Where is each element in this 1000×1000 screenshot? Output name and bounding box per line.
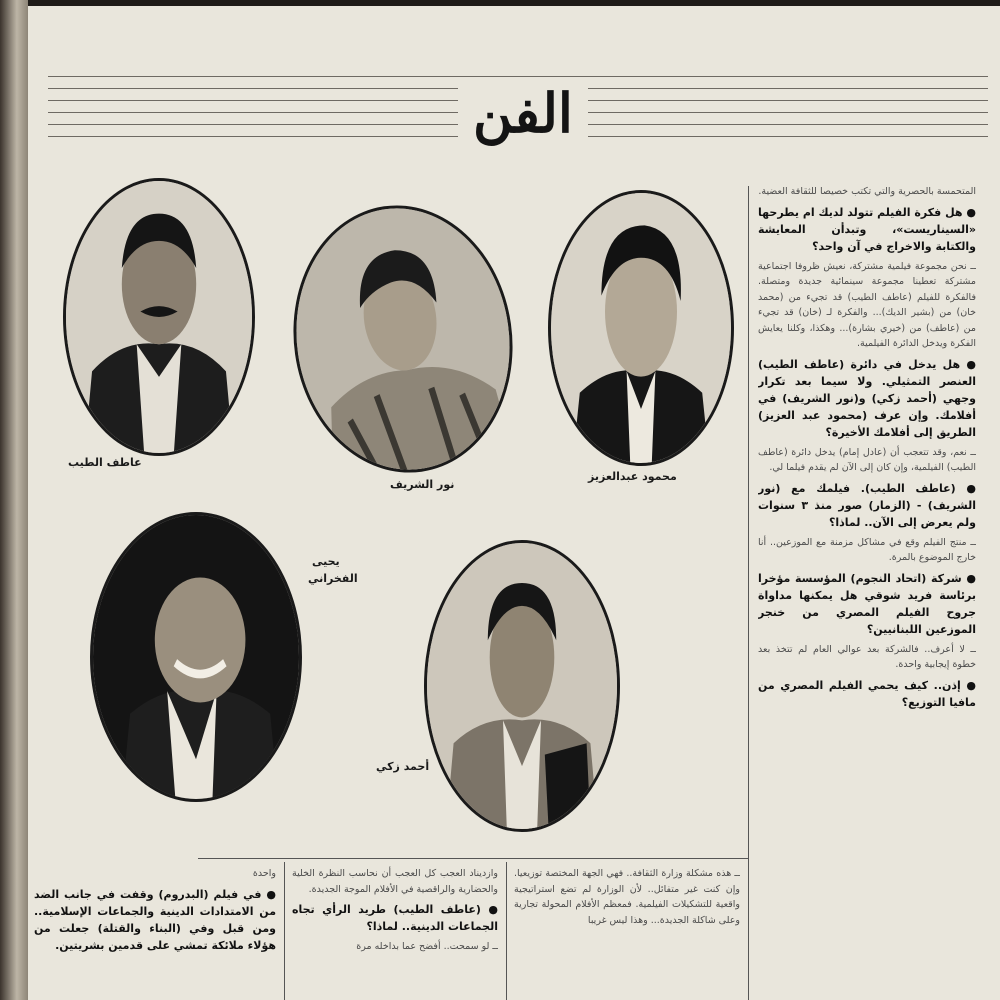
paragraph: واحدة — [252, 868, 276, 879]
paragraph: وازديناد العجب كل العجب أن نحاسب النظرة الخلية والحضارية والراقصية في الأفلام الموجة الجديدة. — [292, 868, 498, 895]
question: ● (عاطف الطيب) طريد الرأي تجاه الجماعات الدينية.. لماذا؟ — [292, 903, 498, 933]
column-divider — [284, 862, 285, 1000]
caption-yehia-line2: الفخراني — [308, 572, 358, 585]
bottom-column-2 — [292, 866, 498, 1000]
answer: ــ نعم، وقد تتعجب أن (عادل إمام) يدخل دائرة (عاطف الطيب) الفيلمية، وإن كان إلى الآن لم يقدم فيلما لي. — [758, 446, 976, 473]
answer: ــ نحن مجموعة فيلمية مشتركة، نعيش ظروفا اجتماعية مشتركة تعطينا مجموعة سينمائية جديدة ومتصلة. فالفكرة للفيلم (عاطف الطيب) قد تجيء من (محمد خان) من (بشير الديك)... والفكرة لـ (خان) قد تجيء من (عاطف) من (خيري بشارة)... وهكذا، وكلنا يعايش الفكرة ويدخل الدائرة الفيلمية. — [758, 260, 976, 349]
bottom-column-3 — [34, 866, 276, 1000]
question: ● في فيلم (البدروم) وقفت في جانب الضد من الامتدادات الدينية والجماعات الإسلامية.. ومن قبل وفي (البناء والقتلة) جعلت من هؤلاء ملائكة تمشي على قدمين بشريتين. — [34, 887, 276, 952]
bottom-column-1 — [514, 866, 740, 1000]
portrait-image — [280, 195, 526, 484]
answer: ــ لو سمحت.. أفضح عما بداخله مرة — [356, 941, 498, 952]
answer: ــ منتج الفيلم وقع في مشاكل مزمنة مع الموزعين.. أنا خارج الموضوع بالمرة. — [758, 536, 976, 563]
section-title: الفن — [458, 78, 588, 148]
portrait-image — [427, 543, 617, 829]
column-divider — [748, 186, 749, 1000]
top-edge-bar — [28, 0, 1000, 6]
portrait-image — [66, 181, 252, 453]
photo-atef-el-tayeb — [63, 178, 255, 456]
photo-mahmoud-abdel-aziz — [548, 190, 734, 466]
bottom-rule — [198, 858, 748, 859]
caption-ahmed: أحمد زكي — [376, 760, 430, 773]
portrait-image — [551, 193, 731, 463]
answer: ــ هذه مشكلة وزارة الثقافة.. فهي الجهة المختصة توزيعيا. وإن كنت غير متفائل.. لأن الوزارة لم تضع استراتيجية واقعية للتشكيلات الفيلمية. فمعظم الأفلام المحولة تجارية وعلى شاكلة الجديدة... وهذا ليس غريبا — [514, 868, 740, 926]
paragraph: المتحمسة بالحصرية والتي تكتب خصيصا للثقافة العضية. — [758, 186, 976, 197]
magazine-page — [28, 0, 1000, 1000]
right-text-column — [758, 184, 976, 1000]
question: ● هل فكرة الفيلم تتولد لديك ام يطرحها «السيناريست»، وتبدأن المعايشة والكتابة والاخراج في آن واحد؟ — [758, 205, 976, 253]
caption-atef: عاطف الطيب — [68, 456, 142, 469]
caption-mahmoud: محمود عبدالعزيز — [588, 470, 677, 483]
question: ● إذن.. كيف يحمي الفيلم المصري من مافيا التوزيع؟ — [758, 678, 976, 709]
caption-yehia-line1: يحيى — [312, 555, 340, 568]
column-divider — [506, 862, 507, 1000]
question: ● شركة (اتحاد النجوم) المؤسسة مؤخرا برئاسة فريد شوقي هل يمكنها مداواة جروح الفيلم المصري من خنجر الموزعين اللبنانيين؟ — [758, 571, 976, 636]
header-line — [48, 76, 988, 77]
book-spine — [0, 0, 28, 1000]
photo-nour-el-sherif — [276, 191, 529, 487]
answer: ــ لا أعرف.. فالشركة بعد عوالي العام لم تتخذ بعد خطوة إيجابية واحدة. — [758, 643, 976, 670]
caption-nour: نور الشريف — [390, 478, 455, 491]
question: ● (عاطف الطيب). فيلمك مع (نور الشريف) - (الزمار) صور منذ ٣ سنوات ولم يعرض إلى الآن.. لماذا؟ — [758, 481, 976, 529]
photo-yehia-el-fakharany — [90, 512, 302, 802]
portrait-image — [93, 515, 299, 799]
photo-ahmed-zaki — [424, 540, 620, 832]
question: ● هل يدخل في دائرة (عاطف الطيب) العنصر التمثيلي. ولا سيما بعد تكرار وجهي (أحمد زكي) و(نور الشريف) في أفلامك. وإن عرف (محمود عبد العزيز) الطريق إلى أفلامك الأخيرة؟ — [758, 357, 976, 439]
